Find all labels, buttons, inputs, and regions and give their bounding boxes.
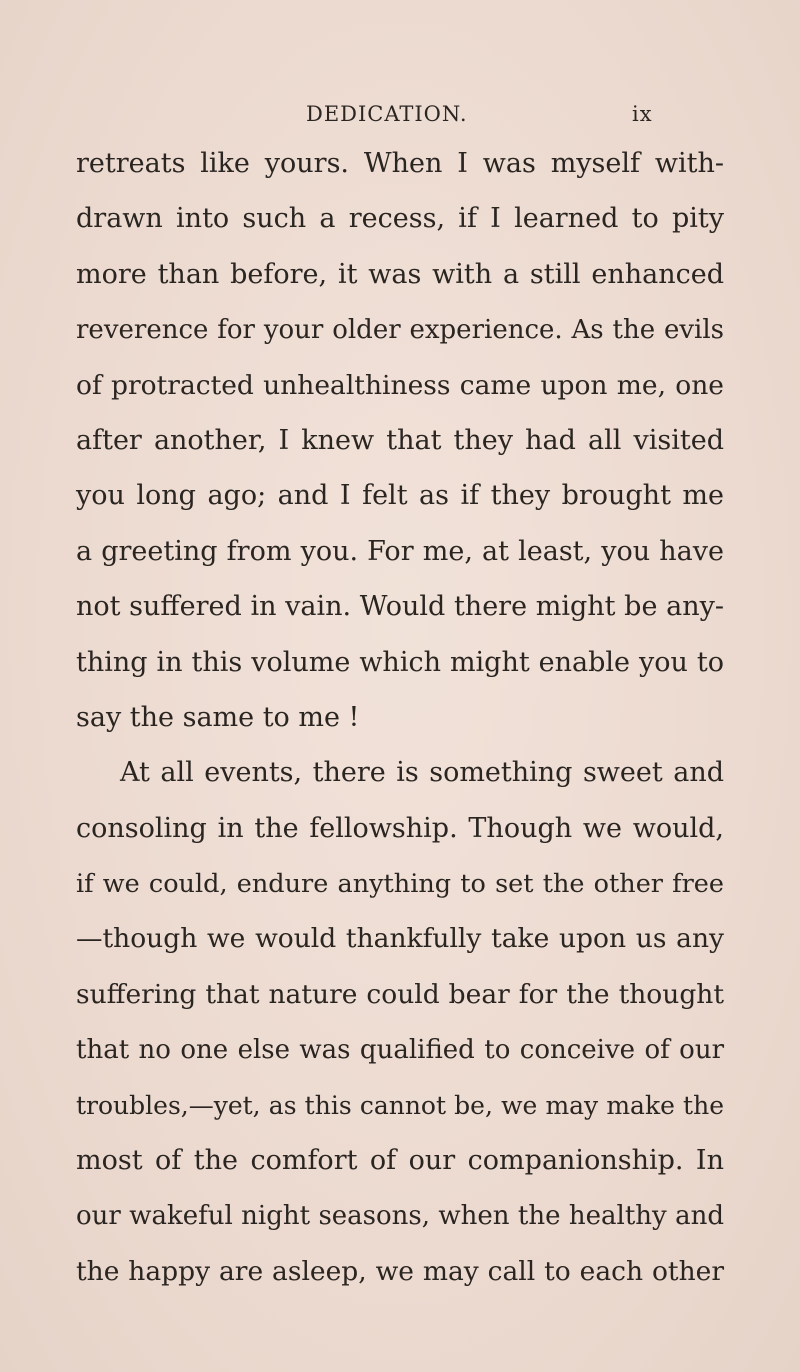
page-number: ix — [632, 102, 653, 126]
body-text — [76, 144, 724, 1307]
text-line: reverence for your older experience. As the evils — [76, 315, 724, 346]
running-head — [0, 96, 800, 136]
running-title: DEDICATION. — [306, 102, 468, 126]
text-line: of protracted unhealthiness came upon me, one — [76, 369, 724, 401]
text-line: suffering that nature could bear for the thought — [76, 978, 724, 1010]
text-line: troubles,—yet, as this cannot be, we may make the — [76, 1090, 724, 1120]
text-line: consoling in the fellowship. Though we would, — [76, 812, 724, 844]
text-line: if we could, endure anything to set the other free — [76, 869, 724, 900]
text-line: not suffered in vain. Would there might be any- — [76, 591, 724, 623]
text-line: after another, I knew that they had all visited — [76, 424, 724, 456]
text-line: retreats like yours. When I was myself with- — [76, 148, 724, 179]
text-line: —though we would thankfully take upon us any — [76, 923, 724, 955]
text-line: the happy are asleep, we may call to each other — [76, 1255, 724, 1287]
text-line: a greeting from you. For me, at least, you have — [76, 535, 724, 567]
text-line: you long ago; and I felt as if they brought me — [76, 480, 724, 512]
text-line: drawn into such a recess, if I learned to pity — [76, 203, 724, 235]
text-line: most of the comfort of our companionship. In — [76, 1145, 724, 1177]
paragraph-end-line: say the same to me ! — [76, 701, 360, 733]
paragraph-first-line: At all events, there is something sweet and — [120, 757, 724, 789]
text-line: thing in this volume which might enable you to — [76, 646, 724, 678]
text-line: our wakeful night seasons, when the healthy and — [76, 1201, 724, 1232]
text-line: that no one else was qualified to conceive of our — [76, 1035, 724, 1066]
text-line: more than before, it was with a still enhanced — [76, 258, 724, 290]
